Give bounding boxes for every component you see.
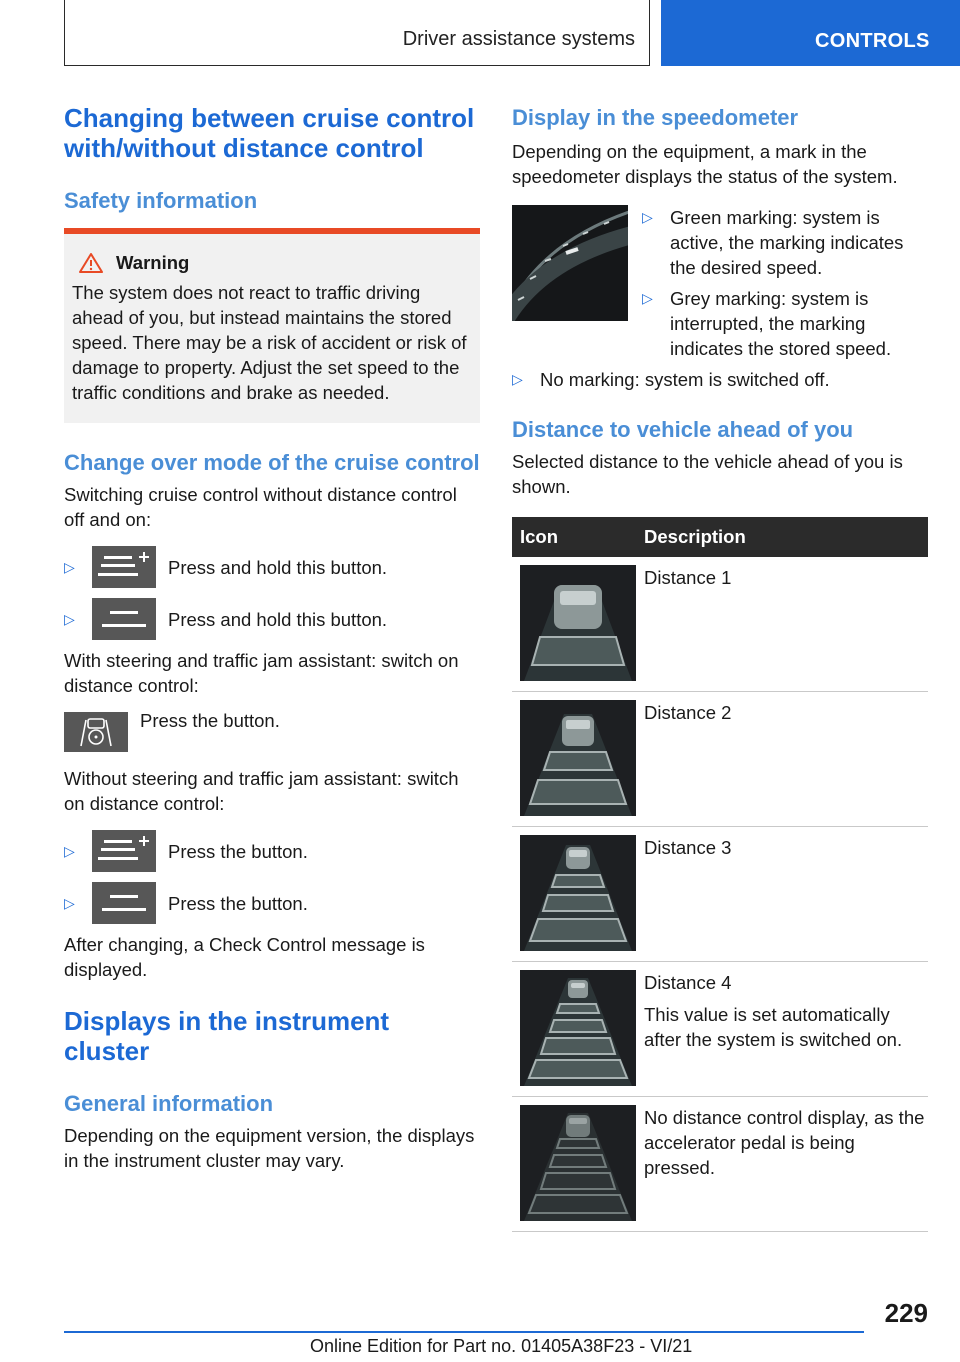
list-item [64,546,480,588]
header-section-title: Driver assistance systems [402,28,635,50]
safety-heading: Safety information [64,188,258,213]
steering-assistant-button-icon [64,712,128,752]
steering-button-row [64,712,480,752]
distance-heading: Distance to vehicle ahead of you [512,417,854,442]
table-cell-description [636,557,928,692]
table-cell-icon [512,692,636,827]
footer-divider [64,1331,864,1333]
table-cell-description [636,962,928,1097]
general-text: Depending on the equipment version, the displays in the instrument cluster may vary. [64,1125,475,1171]
triangle-bullet-icon: ▷ [512,371,523,387]
right-column [512,100,928,1232]
triangle-bullet-icon: ▷ [64,558,75,575]
table-row [512,962,928,1097]
section-title: Changing between cruise control with/without distance control [64,103,475,163]
left-column [64,100,480,1173]
list-item [64,598,480,640]
warning-triangle-icon [78,252,104,274]
table-row [512,827,928,962]
list-item-text: Press and hold this button. [168,556,388,578]
speedo-block [512,205,928,361]
distance-4-icon [520,970,636,1086]
list-item-text: Press and hold this button. [168,608,388,630]
after-change-text: After changing, a Check Control message is displayed. [64,934,425,980]
list-item [64,882,480,924]
distance-4-label: Distance 4 [644,972,732,993]
list-item-text: Press the button. [168,892,308,914]
distance-1-icon [520,565,636,681]
list-item-text: Green marking: system is active, the marking indicates the desired speed. [670,207,904,278]
triangle-bullet-icon: ▷ [64,842,75,859]
header-tab-controls[interactable] [661,0,960,66]
displays-heading: Displays in the instrument cluster [64,1006,390,1066]
list-item [512,367,928,392]
distance-button-icon [92,598,156,640]
distance-table [512,517,928,1232]
column-header-description: Description [636,517,928,557]
change-heading: Change over mode of the cruise control [64,450,480,475]
table-row [512,557,928,692]
triangle-bullet-icon: ▷ [64,610,75,627]
warning-box [64,228,480,423]
no-distance-control-icon [520,1105,636,1221]
triangle-bullet-icon: ▷ [642,209,653,225]
table-row [512,692,928,827]
press-button-text: Press the button. [140,710,280,731]
distance-button-icon [92,882,156,924]
steering-with-text: With steering and traffic jam assistant: switch on distance control: [64,650,459,696]
warning-header [78,252,472,274]
triangle-bullet-icon: ▷ [642,290,653,306]
triangle-bullet-icon: ▷ [64,894,75,911]
distance-plus-button-icon [92,546,156,588]
footer-edition: Online Edition for Part no. 01405A38F23 - VI/21 [310,1336,693,1356]
table-cell-icon [512,557,636,692]
warning-text: The system does not react to traffic driving ahead of you, but instead maintains the stored speed. There may be a risk of accident or risk of damage to property. Adjust the set speed to the traffic conditions and brake as needed. [72,282,467,403]
table-cell-description [636,692,928,827]
distance-2-icon [520,700,636,816]
general-heading: General information [64,1091,274,1116]
warning-title: Warning [116,252,190,273]
table-row [512,1097,928,1232]
distance-text: Selected distance to the vehicle ahead of you is shown. [512,451,903,497]
distance-3-icon [520,835,636,951]
table-cell-icon [512,1097,636,1232]
speedo-heading: Display in the speedometer [512,105,799,130]
distance-3-label: Distance 3 [644,837,732,858]
change-intro: Switching cruise control without distance control off and on: [64,484,457,530]
table-cell-description [636,827,928,962]
table-cell-description [636,1097,928,1232]
header-tab-label: CONTROLS [815,30,930,52]
speedometer-image [512,205,628,321]
column-header-icon: Icon [512,517,636,557]
list-item [642,286,928,361]
header-section-box [64,0,650,66]
table-cell-icon [512,962,636,1097]
speedo-list [642,205,928,361]
no-distance-label: No distance control display, as the accelerator pedal is being pressed. [644,1107,925,1178]
list-item [64,830,480,872]
distance-1-label: Distance 1 [644,567,732,588]
distance-4-note: This value is set automatically after the system is switched on. [644,1004,903,1050]
list-item-text: No marking: system is switched off. [540,369,830,390]
list-item [642,205,928,280]
list-item-text: Press the button. [168,840,308,862]
speedo-text: Depending on the equipment, a mark in the speedometer displays the status of the system. [512,141,898,187]
list-item-text: Grey marking: system is interrupted, the marking indicates the stored speed. [670,288,892,359]
page-number: 229 [884,1298,928,1328]
steering-without-text: Without steering and traffic jam assistant: switch on distance control: [64,768,459,814]
distance-2-label: Distance 2 [644,702,732,723]
table-cell-icon [512,827,636,962]
table-header-row [512,517,928,557]
distance-plus-button-icon [92,830,156,872]
